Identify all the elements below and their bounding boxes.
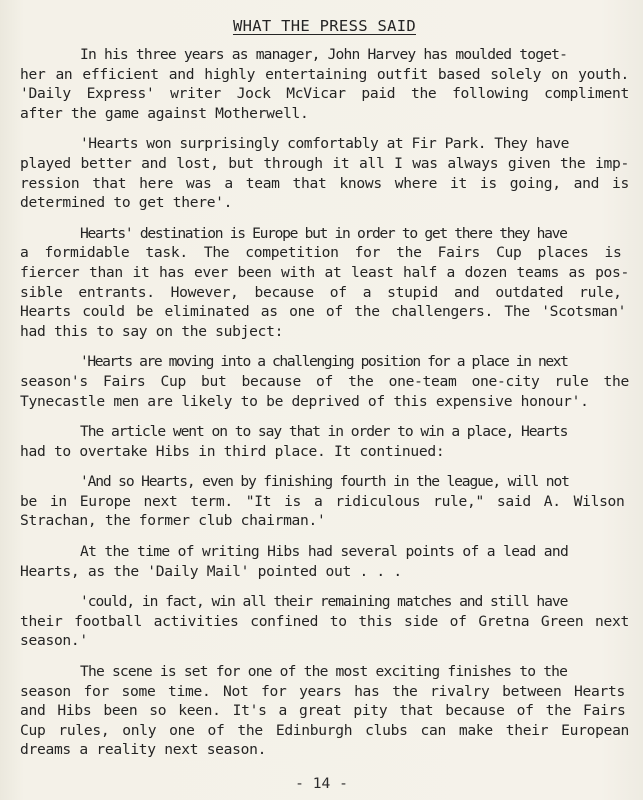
paragraph — [20, 224, 629, 342]
text-line: ression that here was a team that knows where it is going, and is — [20, 174, 629, 192]
text-line: season.' — [20, 632, 88, 650]
text-line: 'Hearts won surprisingly comfortably at Fir Park. They have — [80, 135, 569, 153]
text-line: her an efficient and highly entertaining outfit based solely on youth. — [20, 65, 630, 83]
paragraph — [20, 472, 629, 531]
text-line: their football activities confined to this side of Gretna Green next — [20, 612, 629, 630]
text-line: 'could, in fact, win all their remaining matches and still have — [80, 593, 568, 611]
text-line: Tynecastle men are likely to be deprived of this expensive honour'. — [20, 392, 589, 410]
text-line: and Hibs been so keen. It's a great pity that because of the Fairs — [20, 702, 626, 720]
text-line: 'And so Hearts, even by finishing fourth in the league, will not — [80, 473, 569, 491]
text-line: In his three years as manager, John Harvey has moulded toget- — [80, 46, 568, 63]
text-line: had to overtake Hibs in third place. It continued: — [20, 442, 445, 460]
paragraph — [20, 422, 629, 461]
text-line: The article went on to say that in order to win a place, Hearts — [80, 423, 568, 441]
text-line: sible entrants. However, because of a stupid and outdated rule, — [20, 283, 622, 301]
text-line: 'Hearts are moving into a challenging position for a place in next — [80, 353, 568, 371]
paragraph — [20, 592, 629, 651]
text-line: Strachan, the former club chairman.' — [20, 512, 326, 530]
text-line: dreams a reality next season. — [20, 741, 267, 759]
article-body — [20, 45, 629, 760]
text-line: played better and lost, but through it all I was always given the imp- — [20, 154, 629, 172]
text-line: after the game against Motherwell. — [20, 104, 309, 122]
text-line: Cup rules, only one of the Edinburgh clubs can make their European — [20, 721, 630, 739]
text-line: season for some time. Not for years has the rivalry between Hearts — [20, 682, 625, 700]
text-line: fiercer than it has ever been with at least half a dozen teams as pos- — [20, 263, 630, 281]
text-line: be in Europe next term. "It is a ridiculous rule," said A. Wilson — [20, 492, 625, 510]
text-line: 'Daily Express' writer Jock McVicar paid the following compliment — [20, 85, 629, 103]
text-line: At the time of writing Hibs had several points of a lead and — [80, 543, 569, 561]
paragraph — [20, 542, 629, 581]
page-title-text: WHAT THE PRESS SAID — [232, 17, 416, 35]
page-number: - 14 - — [295, 775, 348, 792]
text-line: determined to get there'. — [20, 194, 233, 212]
text-line: Hearts' destination is Europe but in order to get there they have — [80, 224, 567, 242]
text-line: Hearts, as the 'Daily Mail' pointed out . . . — [20, 562, 402, 580]
text-line: season's Fairs Cup but because of the one-team one-city rule the — [20, 372, 630, 390]
paragraph — [20, 45, 629, 123]
paragraph — [20, 352, 629, 411]
text-line: a formidable task. The competition for the Fairs Cup places is — [20, 244, 622, 262]
paragraph — [20, 134, 629, 212]
text-line: had this to say on the subject: — [20, 322, 284, 340]
page-title — [20, 16, 629, 36]
text-line: Hearts could be eliminated as one of the challengers. The 'Scotsman' — [20, 303, 627, 321]
text-line: The scene is set for one of the most exciting finishes to the — [80, 663, 568, 681]
paragraph — [20, 662, 629, 760]
